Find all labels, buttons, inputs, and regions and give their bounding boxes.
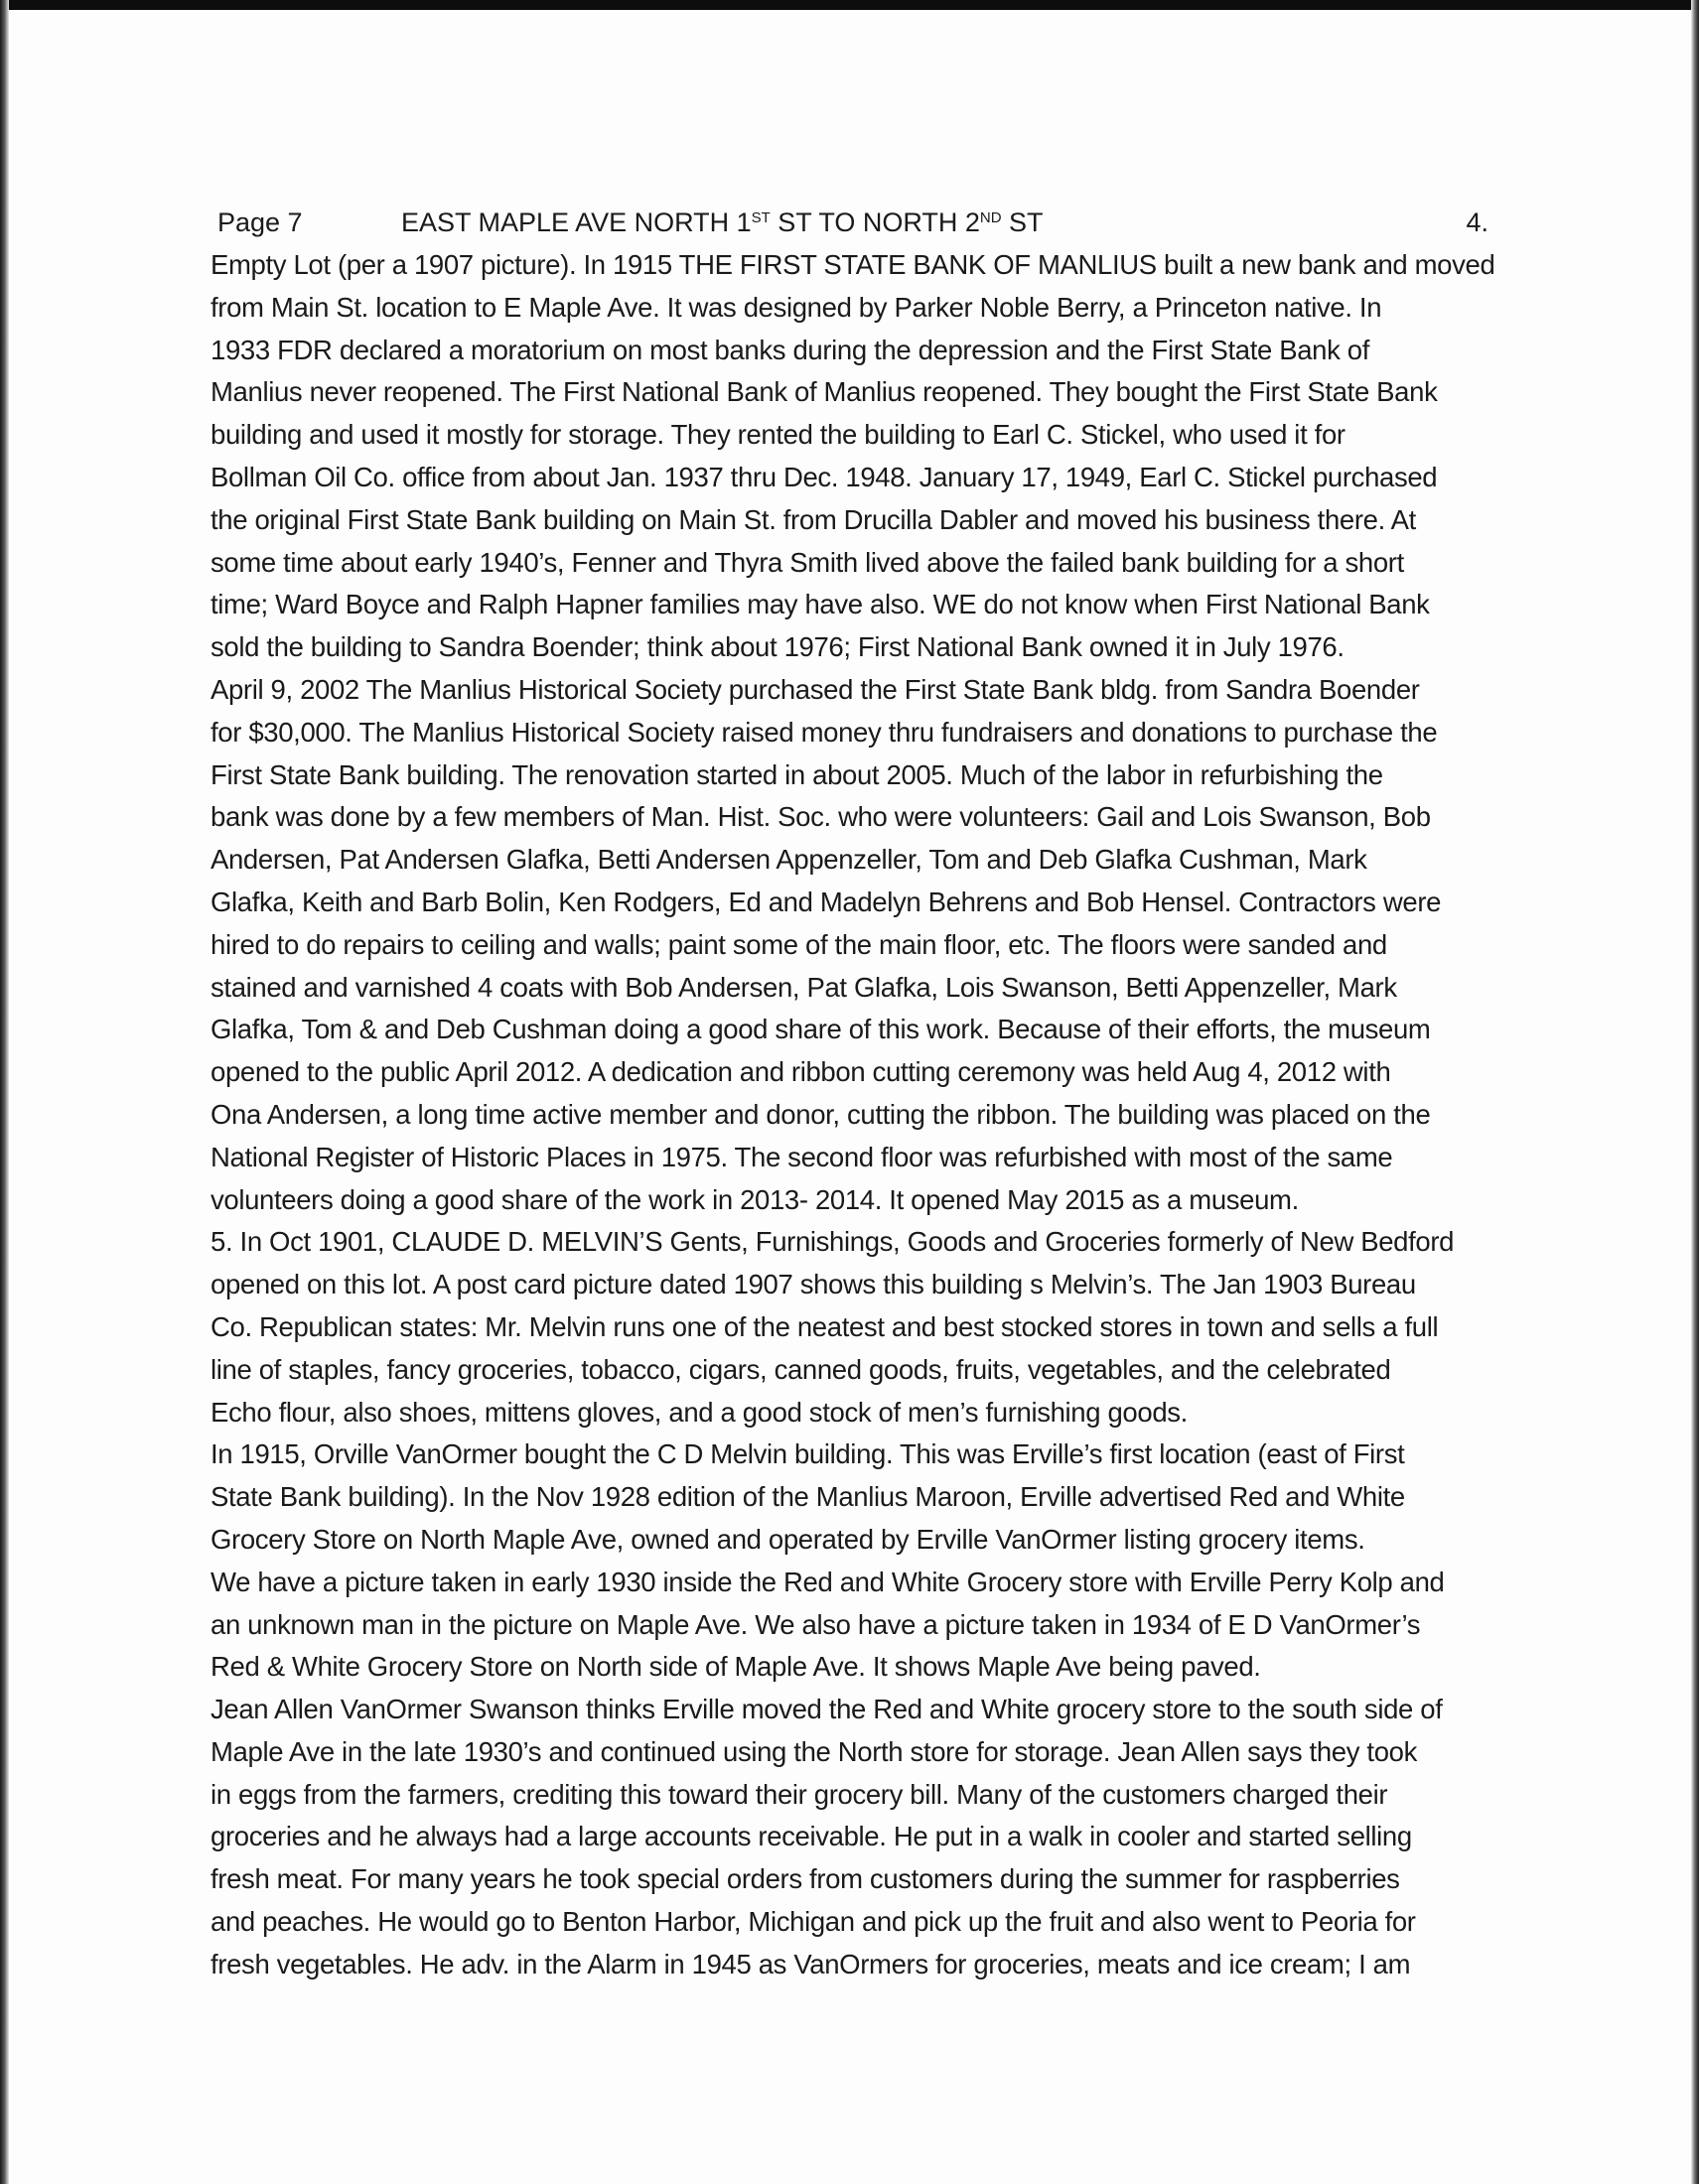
street-heading-main: EAST MAPLE AVE NORTH 1 [401, 207, 752, 237]
text-line: groceries and he always had a large accounts receivable. He put in a walk in cooler and started selling [211, 1821, 1412, 1852]
street-heading [401, 205, 1044, 240]
text-line: State Bank building). In the Nov 1928 edition of the Manlius Maroon, Erville advertised Red and White [211, 1481, 1405, 1513]
text-line: Glafka, Tom & and Deb Cushman doing a good share of this work. Because of their efforts, the museum [211, 1014, 1431, 1045]
text-line: Bollman Oil Co. office from about Jan. 1937 thru Dec. 1948. January 17, 1949, Earl C. Stickel purchased [211, 461, 1438, 492]
text-line: volunteers doing a good share of the work in 2013- 2014. It opened May 2015 as a museum. [211, 1183, 1299, 1215]
text-line: Grocery Store on North Maple Ave, owned and operated by Erville VanOrmer listing grocery items. [211, 1523, 1365, 1555]
text-line: an unknown man in the picture on Maple Ave. We also have a picture taken in 1934 of E D VanOrmer’s [211, 1608, 1421, 1640]
text-line: for $30,000. The Manlius Historical Society raised money thru fundraisers and donations to purchase the [211, 716, 1438, 748]
text-line: Red & White Grocery Store on North side of Maple Ave. It shows Maple Ave being paved. [211, 1651, 1261, 1683]
text-line: Jean Allen VanOrmer Swanson thinks Erville moved the Red and White grocery store to the south side of [211, 1694, 1443, 1725]
text-line: 1933 FDR declared a moratorium on most banks during the depression and the First State Bank of [211, 334, 1370, 365]
street-heading-sup-1: ST [751, 209, 771, 226]
text-line: Ona Andersen, a long time active member and donor, cutting the ribbon. The building was placed on the [211, 1098, 1431, 1130]
text-line: some time about early 1940’s, Fenner and Thyra Smith lived above the failed bank building for a short [211, 546, 1404, 578]
text-line: Echo flour, also shoes, mittens gloves, and a good stock of men’s furnishing goods. [211, 1396, 1188, 1428]
text-line: stained and varnished 4 coats with Bob Andersen, Pat Glafka, Lois Swanson, Betti Appenzeller, Mark [211, 971, 1397, 1003]
text-line: Co. Republican states: Mr. Melvin runs one of the neatest and best stocked stores in town and sells a full [211, 1310, 1439, 1342]
street-heading-end: ST [1001, 207, 1044, 237]
page-number: Page 7 [217, 207, 303, 237]
item-number: 4. [1466, 207, 1488, 237]
text-line: the original First State Bank building on Main St. from Drucilla Dabler and moved his business there. At [211, 503, 1416, 535]
text-line: 5. In Oct 1901, CLAUDE D. MELVIN’S Gents, Furnishings, Goods and Groceries formerly of New Bedford [211, 1226, 1455, 1258]
text-line: hired to do repairs to ceiling and walls; paint some of the main floor, etc. The floors were sanded and [211, 928, 1387, 960]
text-line: opened to the public April 2012. A dedication and ribbon cutting ceremony was held Aug 4, 2012 with [211, 1056, 1391, 1088]
text-line: In 1915, Orville VanOrmer bought the C D Melvin building. This was Erville’s first location (east of First [211, 1438, 1405, 1470]
scan-left-edge [0, 0, 9, 2184]
text-line: in eggs from the farmers, crediting this toward their grocery bill. Many of the customers charged their [211, 1778, 1388, 1810]
text-line: National Register of Historic Places in 1975. The second floor was refurbished with most of the same [211, 1141, 1393, 1172]
text-line: and peaches. He would go to Benton Harbor, Michigan and pick up the fruit and also went to Peoria for [211, 1906, 1416, 1938]
page-header [217, 205, 1488, 240]
body-text [211, 244, 1501, 1986]
text-line: We have a picture taken in early 1930 inside the Red and White Grocery store with Erville Perry Kolp and [211, 1566, 1445, 1597]
text-line: opened on this lot. A post card picture dated 1907 shows this building s Melvin’s. The Jan 1903 Bureau [211, 1269, 1416, 1300]
scan-top-edge [0, 0, 1699, 10]
text-line: Glafka, Keith and Barb Bolin, Ken Rodgers, Ed and Madelyn Behrens and Bob Hensel. Contractors were [211, 886, 1442, 917]
text-line: line of staples, fancy groceries, tobacco, cigars, canned goods, fruits, vegetables, and the celebrated [211, 1353, 1391, 1385]
text-line: First State Bank building. The renovation started in about 2005. Much of the labor in refurbishing the [211, 758, 1383, 790]
text-line: April 9, 2002 The Manlius Historical Society purchased the First State Bank bldg. from Sandra Boender [211, 673, 1420, 705]
street-heading-sup-2: ND [979, 209, 1002, 226]
text-line: Andersen, Pat Andersen Glafka, Betti Andersen Appenzeller, Tom and Deb Glafka Cushman, Mark [211, 844, 1367, 876]
text-line: building and used it mostly for storage. They rented the building to Earl C. Stickel, who used it for [211, 419, 1345, 451]
text-line: fresh vegetables. He adv. in the Alarm in 1945 as VanOrmers for groceries, meats and ice cream; I am [211, 1948, 1411, 1979]
text-line: Maple Ave in the late 1930’s and continued using the North store for storage. Jean Allen says they took [211, 1735, 1417, 1767]
text-line: sold the building to Sandra Boender; think about 1976; First National Bank owned it in July 1976. [211, 631, 1345, 663]
text-line: fresh meat. For many years he took special orders from customers during the summer for raspberries [211, 1863, 1400, 1895]
text-line: time; Ward Boyce and Ralph Hapner families may have also. WE do not know when First National Bank [211, 589, 1430, 620]
text-line: Manlius never reopened. The First National Bank of Manlius reopened. They bought the First State Bank [211, 376, 1438, 408]
scan-right-edge [1691, 0, 1699, 2184]
street-heading-mid: ST TO NORTH 2 [770, 207, 980, 237]
text-line: from Main St. location to E Maple Ave. It was designed by Parker Noble Berry, a Princeton native. In [211, 291, 1382, 323]
text-line: bank was done by a few members of Man. Hist. Soc. who were volunteers: Gail and Lois Swanson, Bob [211, 801, 1431, 833]
text-line: Empty Lot (per a 1907 picture). In 1915 THE FIRST STATE BANK OF MANLIUS built a new bank and moved [211, 249, 1495, 280]
